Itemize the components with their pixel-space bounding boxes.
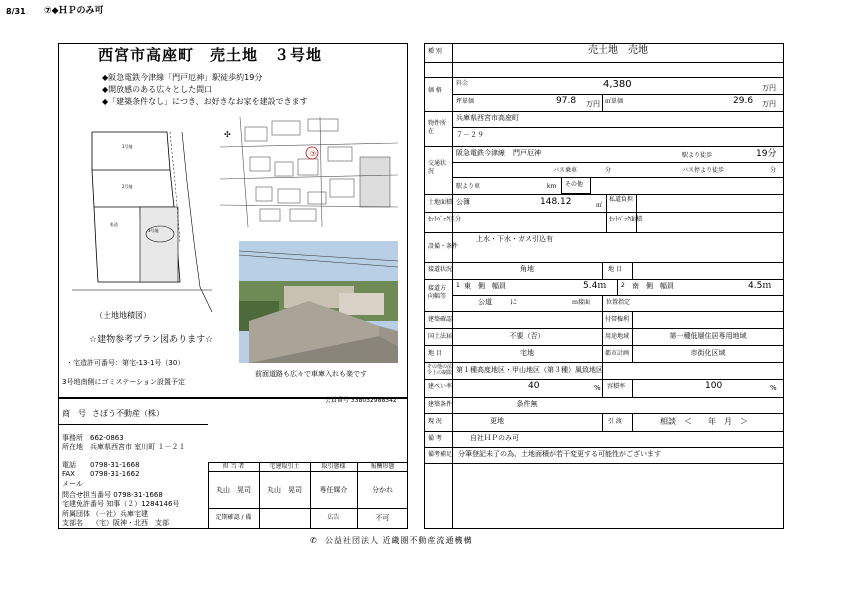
company-name: さぼう不動産（株） — [92, 409, 164, 418]
broker-name: 丸山 晃司 — [267, 486, 302, 494]
agent-header-3: 取引態様 — [321, 463, 346, 470]
handover-label: 引 渡 — [608, 418, 622, 425]
road-2-direction: 南 側 幅員 — [632, 282, 674, 290]
facilities: 上水・下水・ガス引込有 — [476, 235, 553, 243]
national-land-act-label: 国土法届 — [428, 333, 453, 340]
frontage-unit: ｍ接面 — [572, 299, 591, 306]
floor-area-ratio: 100 — [705, 381, 723, 391]
road-1-number: 1 — [456, 282, 460, 289]
road-condition: 角地 — [520, 265, 534, 273]
dev-permit: ・宅造許可番号：第宅-13-1号（30） — [66, 359, 185, 367]
periodic-check-label: 定期確認 / 備 — [215, 514, 252, 521]
tel-label: 電話 — [62, 461, 76, 469]
road-1-direction: 東 側 幅員 — [464, 282, 506, 290]
public-road: 公道 — [478, 298, 492, 306]
shogo-label: 商 号 — [62, 409, 86, 418]
location-label: 物件所在 — [428, 120, 447, 135]
bus-minutes: 分 — [605, 167, 612, 174]
land-category-label: 地 目 — [608, 266, 622, 273]
address-line-1: 兵庫県西宮市高座町 — [456, 114, 519, 122]
office-label: 事務所 — [62, 434, 83, 442]
car-km: km — [547, 183, 557, 190]
walk-minutes: 19分 — [756, 149, 777, 159]
price-fee-label: 料金 — [456, 80, 469, 87]
land-use-label: 地 目 — [428, 350, 442, 357]
transaction-type: 専任媒介 — [319, 486, 348, 494]
listing-code: ⑦◆ＨＰのみ可 — [44, 6, 104, 16]
fax-value: 0798-31-1662 — [90, 470, 140, 478]
land-use: 宅地 — [520, 349, 534, 357]
current-status-label: 現 況 — [428, 418, 442, 425]
other-regulations: 第１種高度地区・甲山地区（第３種）風致地区 — [456, 366, 603, 374]
mail-label: メール — [62, 480, 83, 488]
bus-label: バス乗車 — [553, 167, 578, 174]
coverage-ratio-unit: % — [594, 384, 601, 392]
road-2-width: 4.5ｍ — [748, 281, 772, 291]
building-condition: 条件無 — [516, 400, 538, 408]
property-type: 売土地 売地 — [588, 45, 648, 56]
tsubo-price-label: 坪単価 — [456, 98, 475, 105]
remarks-label: 備 考 — [428, 435, 442, 442]
setback-label: ｾｯﾄﾊﾞｯｸ区分 — [428, 216, 462, 223]
attached-rights-label: 付帯権利 — [605, 316, 630, 323]
branch-label: 支部名 — [62, 519, 83, 527]
svg-text:⑦: ⑦ — [310, 150, 317, 158]
shubetsu-label: 種 別 — [428, 48, 442, 55]
m2-price-label: ㎡単価 — [605, 98, 624, 105]
fax-label: FAX — [62, 470, 75, 478]
svg-text:1号地: 1号地 — [122, 144, 133, 149]
bus-stop-walk-label: バス停より徒歩 — [682, 167, 725, 174]
coverage-ratio: 40 — [528, 381, 540, 391]
road-2-number: 2 — [621, 282, 625, 289]
area-map — [220, 117, 398, 227]
zoning: 第一種低層住居専用地域 — [669, 332, 747, 340]
listing-title: 西宮市高座町 売土地 ３号地 — [98, 46, 323, 64]
ni-label: に — [510, 298, 517, 306]
zoning-label: 用途地域 — [605, 333, 630, 340]
agent-name: 丸山 晃司 — [216, 486, 251, 494]
price-unit: 万円 — [762, 84, 776, 92]
land-area-label: 土地面積 — [428, 199, 453, 206]
tel-value: 0798-31-1668 — [90, 461, 140, 469]
road-1-width: 5.4ｍ — [583, 281, 607, 291]
bullet-2: ◆開放感のある広々とした間口 — [102, 85, 213, 94]
city-planning-label: 都市計画 — [605, 350, 630, 357]
license-number: 宅建免許番号 知事（２）1284146号 — [62, 500, 180, 508]
photo-caption: 前面道路も広々で車庫入れも楽です — [255, 370, 367, 378]
svg-text:2号地: 2号地 — [122, 184, 133, 189]
building-condition-label: 建築条件 — [428, 401, 453, 408]
building-confirm-label: 建築確認 — [428, 316, 453, 323]
date-label: 8/31 — [6, 7, 26, 16]
private-road-label: 私道負担 — [609, 196, 634, 203]
agent-header-4: 報酬形態 — [370, 463, 395, 470]
supplement: 分筆登記未了の為、土地面積が若干変更する可能性がございます — [458, 450, 661, 458]
land-area-value: 148.12 — [540, 197, 572, 207]
plan-note: ☆建物参考プラン図あります☆ — [89, 335, 214, 345]
handover: 相談 ＜ 年 月 ＞ — [660, 417, 748, 426]
address-label: 所在地 — [62, 443, 83, 451]
m2-price: 29.6 — [733, 96, 754, 106]
car-label: 駅より車 — [456, 183, 481, 190]
branch: （宅）阪神・北西 支部 — [92, 519, 169, 527]
other-regulations-label: その他の法令上の制限 — [427, 364, 453, 376]
ad-value: 不可 — [375, 514, 390, 522]
price-label: 価 格 — [428, 87, 442, 94]
walk-label: 駅より徒歩 — [682, 152, 713, 159]
association-label: 所属団体 — [62, 510, 90, 518]
svg-text:3号地: 3号地 — [148, 228, 159, 233]
national-land-act: 不要（否） — [509, 332, 545, 340]
member-number: 会員番号 338032988342 — [325, 397, 397, 404]
floor-area-ratio-label: 容積率 — [607, 383, 626, 390]
train-line: 阪急電鉄今津線 — [456, 149, 505, 157]
bullet-3: ◆「建築条件なし」につき、お好きなお家を建設できます — [102, 97, 308, 106]
land-area-unit: ㎡ — [596, 202, 603, 209]
supplement-label: 備考補足 — [428, 451, 453, 458]
association: （一社）兵庫宅建 — [92, 510, 148, 518]
coverage-ratio-label: 建ぺい率 — [428, 383, 453, 390]
zip-code: 662-0863 — [90, 434, 124, 442]
contact-number: 問合せ担当番号 0798-31-1668 — [62, 491, 163, 499]
other-label: その他 — [565, 181, 584, 188]
agent-header-2: 宅建取引士 — [269, 463, 300, 470]
station-name: 門戸厄神 — [513, 149, 541, 157]
floor-area-ratio-unit: % — [770, 384, 777, 392]
land-area-kouhou: 公簿 — [456, 198, 470, 206]
plan-caption: （土地地積図） — [95, 311, 151, 320]
m2-price-unit: 万円 — [762, 100, 776, 108]
svg-text:私道: 私道 — [110, 222, 118, 227]
city-planning: 市街化区域 — [690, 349, 726, 357]
garbage-note: 3号地南側にゴミステーション設置予定 — [62, 378, 186, 386]
bullet-1: ◆阪急電鉄今津線「門戸厄神」駅徒歩約19分 — [102, 73, 263, 82]
address-line-2: ７－２９ — [456, 131, 484, 139]
property-photo — [239, 241, 398, 363]
footer-icon: ✆ — [310, 536, 317, 545]
position-designation-label: 位置指定 — [606, 299, 631, 306]
agent-header-1: 担 当 者 — [222, 463, 245, 470]
ad-label: 広告 — [327, 514, 340, 521]
bus-stop-walk-minutes: 分 — [770, 167, 777, 174]
road-condition-label: 接道状況 — [428, 266, 453, 273]
company-address: 兵庫県西宮市 室川町 １－２１ — [90, 443, 186, 451]
current-status: 更地 — [490, 417, 504, 425]
lot-plan-diagram — [62, 122, 238, 312]
setback-area-label: ｾｯﾄﾊﾞｯｸ面積 — [609, 216, 643, 223]
price-value: 4,380 — [603, 79, 632, 90]
remarks: 自社ＨＰのみ可 — [470, 434, 519, 442]
tsubo-price-unit: 万円 — [586, 100, 600, 108]
svg-text:✣: ✣ — [224, 130, 231, 139]
tsubo-price: 97.8 — [556, 96, 577, 106]
transport-label: 交通状況 — [428, 160, 447, 175]
facilities-label: 設備・条件 — [428, 243, 459, 250]
fee-type: 分かれ — [372, 486, 393, 494]
footer-org: 公益社団法人 近畿圏不動産流通機構 — [325, 536, 473, 545]
road-direction-label: 接道方向幅等 — [428, 285, 447, 300]
